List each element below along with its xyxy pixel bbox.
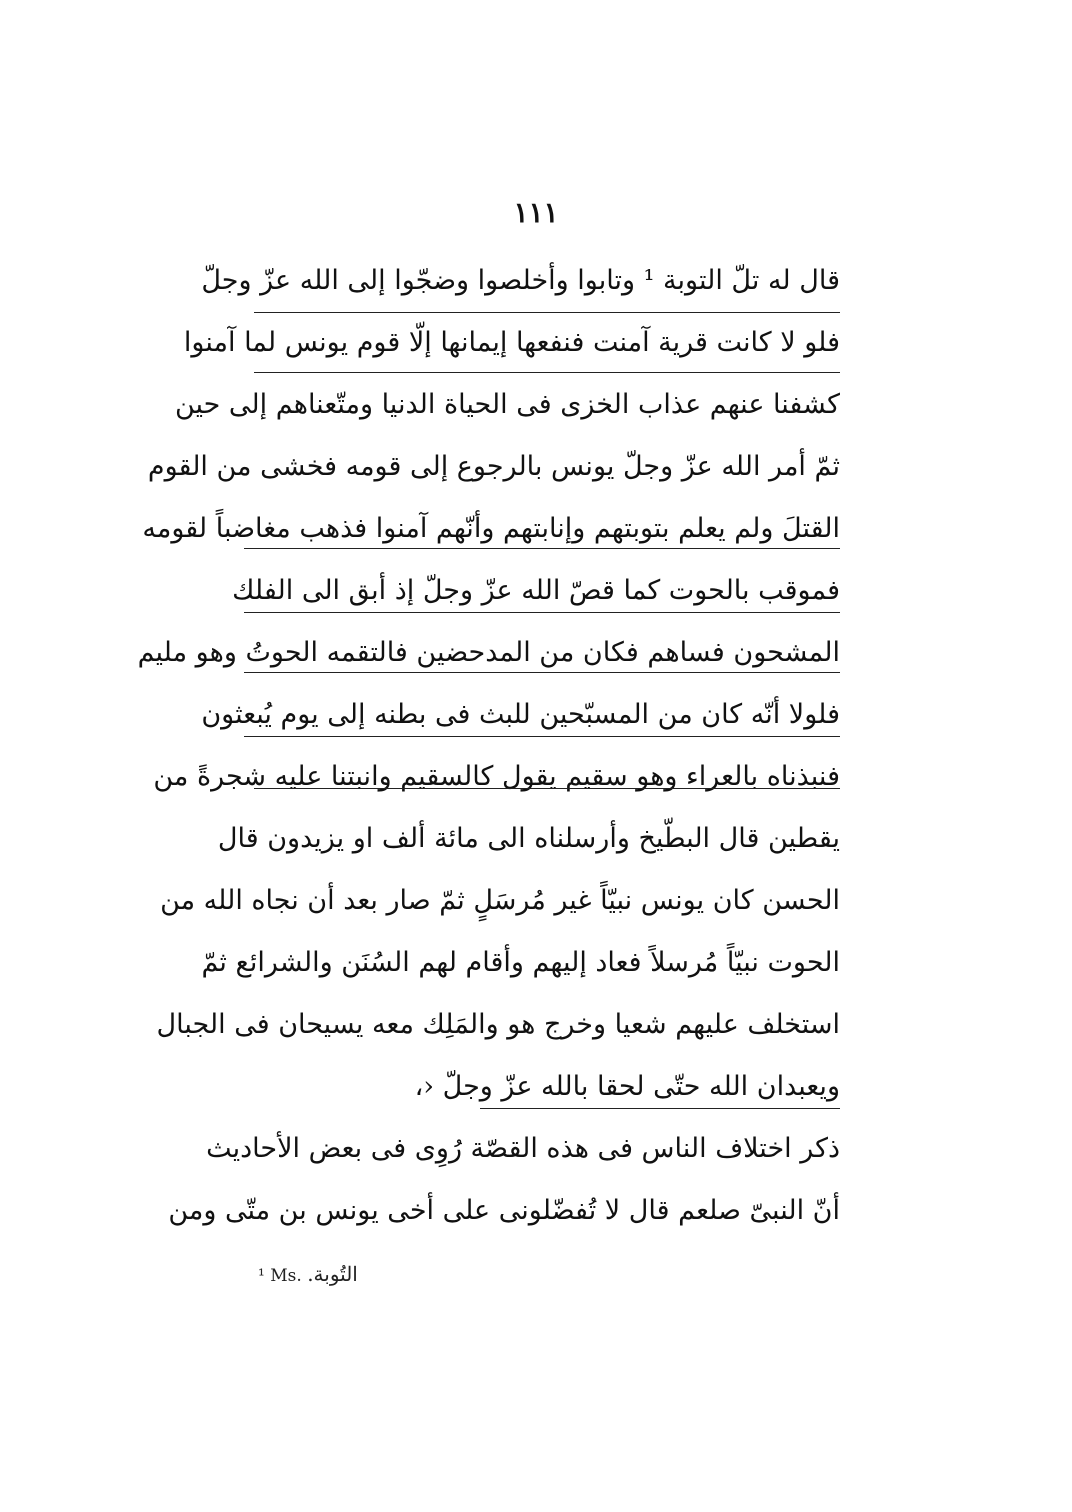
underline-rule: [254, 312, 840, 313]
footnote: [258, 1262, 358, 1286]
footnote-marker: ¹: [258, 1266, 265, 1286]
text-line: فلو لا كانت قرية آمنت فنفعها إيمانها إلّا قوم يونس لما آمنوا: [183, 327, 840, 358]
underline-rule: [244, 736, 840, 737]
underline-rule: [244, 612, 840, 613]
text-line: ثمّ أمر الله عزّ وجلّ يونس بالرجوع إلى قومه فخشى من القوم: [147, 451, 840, 482]
underline-rule: [254, 372, 840, 373]
underline-rule: [480, 1108, 840, 1109]
underline-rule: [254, 788, 840, 789]
text-line: أنّ النبىّ صلعم قال لا تُفضّلونى على أخى يونس بن متّى ومن: [168, 1195, 840, 1226]
text-line: فلولا أنّه كان من المسبّحين للبث فى بطنه إلى يوم يُبعثون: [201, 699, 840, 730]
text-line: يقطين قال البطّيخ وأرسلناه الى مائة ألف او يزيدون قال: [217, 823, 840, 854]
text-line: قال له تلّ التوبة ¹ وتابوا وأخلصوا وضجّوا إلى الله عزّ وجلّ: [201, 265, 840, 296]
text-line: ذكر اختلاف الناس فى هذه القصّة رُوِى فى بعض الأحاديث: [206, 1133, 840, 1164]
underline-rule: [244, 548, 840, 549]
text-line: استخلف عليهم شعيا وخرج هو والمَلِك معه يسيحان فى الجبال: [156, 1009, 840, 1040]
text-line: فموقب بالحوت كما قصّ الله عزّ وجلّ إذ أبق الى الفلك: [232, 575, 840, 606]
text-line: الحوت نبيّاً مُرسلاً فعاد إليهم وأقام لهم السُنَن والشرائع ثمّ: [201, 947, 840, 978]
text-line: القتلَ ولم يعلم بتوبتهم وإنابتهم وأنّهم آمنوا فذهب مغاضباً لقومه: [142, 513, 840, 544]
underline-rule: [244, 672, 840, 673]
main-text: [137, 250, 840, 1242]
footnote-text: التُوبة.: [307, 1262, 358, 1286]
text-line: فنبذناه بالعراء وهو سقيم يقول كالسقيم وانبتنا عليه شجرةً من: [153, 761, 840, 792]
text-line: كشفنا عنهم عذاب الخزى فى الحياة الدنيا ومتّعناهم إلى حين: [174, 389, 840, 420]
footnote-abbrev: Ms.: [270, 1266, 302, 1286]
text-line: الحسن كان يونس نبيّاً غير مُرسَلٍ ثمّ صار بعد أن نجاه الله من: [160, 885, 840, 916]
text-line: ويعبدان الله حتّى لحقا بالله عزّ وجلّ ‹،: [414, 1071, 840, 1102]
text-line: المشحون فساهم فكان من المدحضين فالتقمه الحوتُ وهو مليم: [137, 637, 840, 668]
page-number: ١١١: [513, 196, 559, 229]
